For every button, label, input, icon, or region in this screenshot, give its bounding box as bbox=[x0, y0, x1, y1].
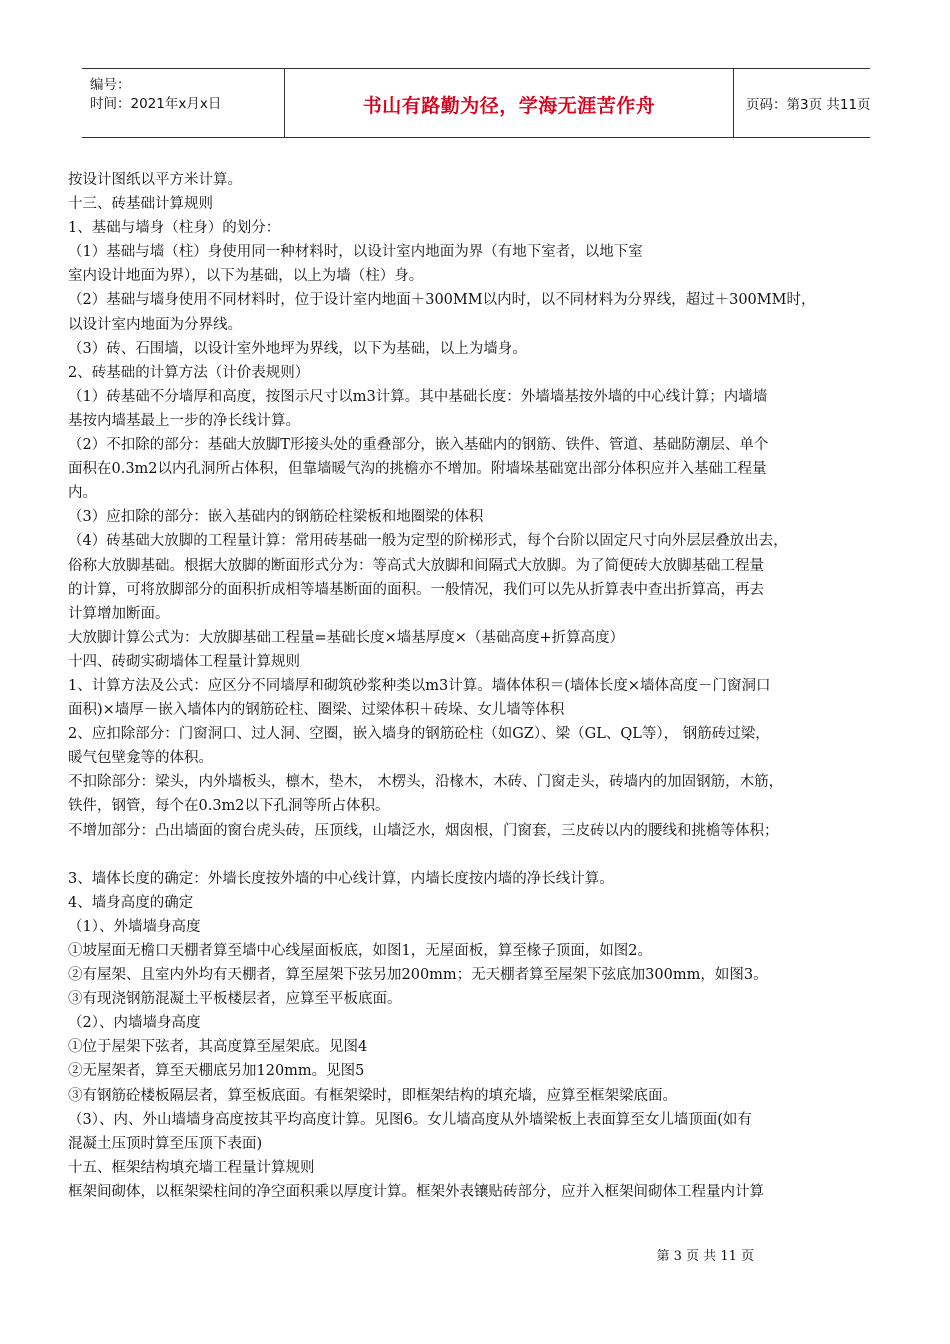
header-info-cell bbox=[82, 69, 285, 137]
body-text-line: 十五、框架结构填充墙工程量计算规则 bbox=[68, 1159, 315, 1176]
body-text-line: ①坡屋面无檐口天棚者算至墙中心线屋面板底，如图1，无屋面板，算至椽子顶面，如图2。 bbox=[68, 943, 652, 959]
body-text-line: 3、墙体长度的确定：外墙长度按外墙的中心线计算，内墙长度按内墙的净长线计算。 bbox=[68, 870, 614, 887]
date-label: 时间：2021年x月x日 bbox=[90, 96, 222, 112]
page-number-label: 页码：第3页 共11页 bbox=[746, 97, 871, 113]
body-text-line: ①位于屋架下弦者，其高度算至屋架底。见图4 bbox=[68, 1039, 368, 1056]
page-footer: 第 3 页 共 11 页 bbox=[656, 1249, 754, 1264]
body-text-line: （3）、内、外山墙墙身高度按其平均高度计算。见图6。女儿墙高度从外墙梁板上表面算至女儿墙顶面(如有 bbox=[68, 1111, 752, 1128]
body-text-line: （2）不扣除的部分：基础大放脚T形接头处的重叠部分，嵌入基础内的钢筋、铁件、管道、基础防潮层、单个 bbox=[68, 437, 769, 454]
body-text-line: （4）砖基础大放脚的工程量计算：常用砖基础一般为定型的阶梯形式，每个台阶以固定尺寸向外层层叠放出去， bbox=[68, 533, 788, 550]
body-text-line: 面积在0.3m2以内孔洞所占体积，但靠墙暖气沟的挑檐亦不增加。附墙垛基础宽出部分体积应并入基础工程量 bbox=[68, 461, 767, 478]
body-text-line: （2）基础与墙身使用不同材料时，位于设计室内地面＋300MM以内时，以不同材料为分界线，超过＋300MM时， bbox=[68, 292, 816, 309]
body-text-line: （3）应扣除的部分：嵌入基础内的钢筋砼柱梁板和地圈梁的体积 bbox=[68, 509, 484, 526]
body-text-line: 基按内墙基最上一步的净长线计算。 bbox=[68, 412, 300, 429]
body-text-line: 按设计图纸以平方米计算。 bbox=[68, 172, 242, 188]
motto-text: 书山有路勤为径，学海无涯苦作舟 bbox=[362, 95, 656, 117]
body-text-line: 室内设计地面为界），以下为基础，以上为墙（柱）身。 bbox=[68, 268, 424, 285]
body-text-line: 混凝土压顶时算至压顶下表面) bbox=[68, 1135, 263, 1152]
header-page-cell bbox=[734, 69, 870, 137]
body-text-line bbox=[68, 843, 886, 867]
body-text-line: （1）基础与墙（柱）身使用同一种材料时，以设计室内地面为界（有地下室者，以地下室 bbox=[68, 244, 643, 261]
body-text-line: 4、墙身高度的确定 bbox=[68, 894, 194, 911]
body-text-line: 计算增加断面。 bbox=[68, 605, 170, 622]
body-text-line: 面积)×墙厚－嵌入墙体内的钢筋砼柱、圈梁、过梁体积＋砖垛、女儿墙等体积 bbox=[68, 702, 565, 719]
body-text-line: ③有现浇钢筋混凝土平板楼层者，应算至平板底面。 bbox=[68, 991, 402, 1008]
body-text-line: ③有钢筋砼楼板隔层者，算至板底面。有框架梁时，即框架结构的填充墙，应算至框架梁底面。 bbox=[68, 1087, 677, 1104]
body-text-line: （3）砖、石围墙，以设计室外地坪为界线，以下为基础，以上为墙身。 bbox=[68, 340, 527, 357]
document-body bbox=[68, 168, 886, 1204]
body-text-line: ②无屋架者，算至天棚底另加120mm。见图5 bbox=[68, 1063, 365, 1080]
body-text-line: 不增加部分：凸出墙面的窗台虎头砖，压顶线，山墙泛水，烟囱根，门窗套，三皮砖以内的腰线和挑檐等体积； bbox=[68, 822, 779, 839]
body-text-line: 2、砖基础的计算方法（计价表规则） bbox=[68, 364, 310, 381]
serial-number-label: 编号： bbox=[90, 77, 131, 93]
page-header bbox=[82, 68, 870, 138]
body-text-line: （1）砖基础不分墙厚和高度，按图示尺寸以m3计算。其中基础长度：外墙墙基按外墙的中心线计算；内墙墙 bbox=[68, 388, 768, 405]
body-text-line: 1、基础与墙身（柱身）的划分： bbox=[68, 220, 281, 237]
body-text-line: 不扣除部分：梁头，内外墙板头，檩木，垫木， 木楞头，沿椽木，木砖、门窗走头，砖墙内的加固钢筋，木筋， bbox=[68, 774, 784, 791]
body-text-line: 1、计算方法及公式：应区分不同墙厚和砌筑砂浆种类以m3计算。墙体体积＝(墙体长度×墙体高度－门窗洞口 bbox=[68, 677, 771, 694]
body-text-line: 以设计室内地面为分界线。 bbox=[68, 316, 242, 333]
body-text-line: 大放脚计算公式为：大放脚基础工程量=基础长度×墙基厚度×（基础高度+折算高度） bbox=[68, 629, 625, 646]
body-text-line: 铁件，钢管，每个在0.3m2以下孔洞等所占体积。 bbox=[68, 798, 390, 815]
header-motto-cell bbox=[285, 69, 734, 137]
body-text-line: 2、应扣除部分：门窗洞口、过人洞、空圈，嵌入墙身的钢筋砼柱（如GZ）、梁（GL、QL等）， 钢筋砖过梁， bbox=[68, 726, 770, 743]
body-text-line: 框架间砌体，以框架梁柱间的净空面积乘以厚度计算。框架外表镶贴砖部分，应并入框架间砌体工程量内计算 bbox=[68, 1183, 764, 1200]
body-text-line: ②有屋架、且室内外均有天棚者，算至屋架下弦另加200mm；无天棚者算至屋架下弦底加300mm，如图3。 bbox=[68, 967, 768, 984]
body-text-line: 俗称大放脚基础。根据大放脚的断面形式分为：等高式大放脚和间隔式大放脚。为了简便砖大放脚基础工程量 bbox=[68, 557, 764, 574]
body-text-line: 暖气包壁龛等的体积。 bbox=[68, 750, 213, 767]
body-text-line: （2）、内墙墙身高度 bbox=[68, 1015, 201, 1032]
body-text-line: 十三、砖基础计算规则 bbox=[68, 196, 213, 213]
body-text-line: （1）、外墙墙身高度 bbox=[68, 918, 201, 935]
body-text-line: 内。 bbox=[68, 485, 97, 502]
body-text-line: 十四、砖砌实砌墙体工程量计算规则 bbox=[68, 653, 300, 670]
body-text-line: 的计算，可将放脚部分的面积折成相等墙基断面的面积。一般情况，我们可以先从折算表中查出折算高，再去 bbox=[68, 581, 764, 598]
